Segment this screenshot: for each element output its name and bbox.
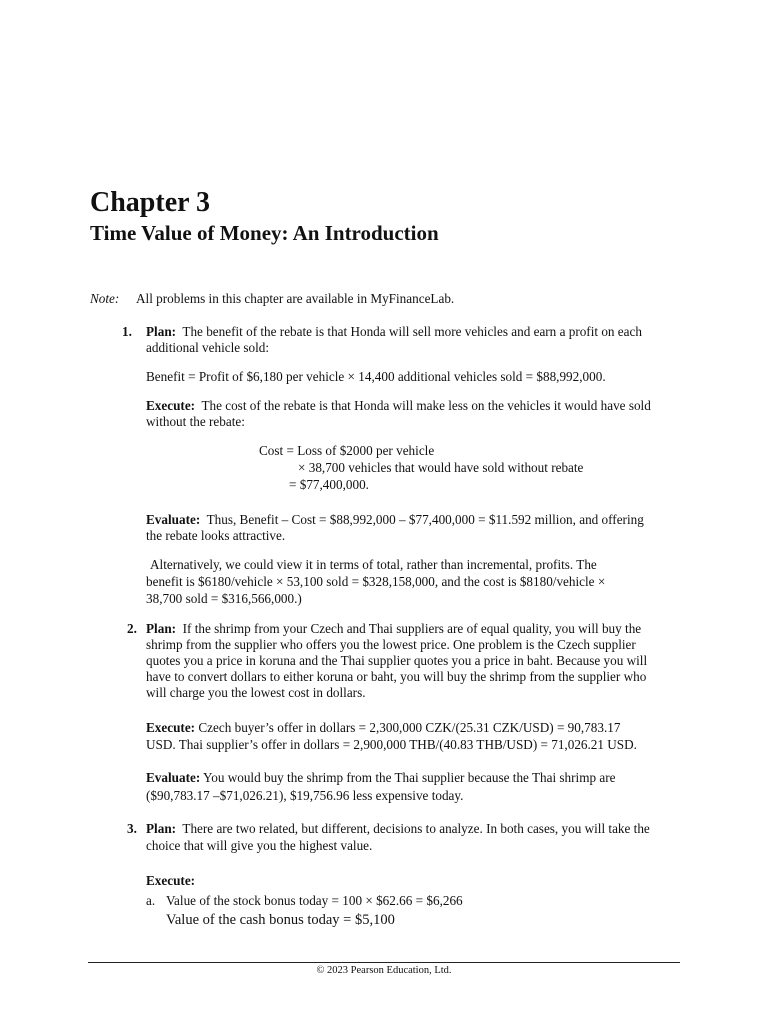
- problem-2-plan-line2: shrimp from the supplier who offers you the lowest price. One problem is the Czech supplier: [146, 637, 636, 652]
- problem-1-alternative-line1: Alternatively, we could view it in terms of total, rather than incremental, profits. The: [150, 557, 597, 572]
- evaluate-label: Evaluate:: [146, 512, 201, 527]
- problem-1-alternative-line2: benefit is $6180/vehicle × 53,100 sold = $328,158,000, and the cost is $8180/vehicle ×: [146, 574, 606, 589]
- problem-3-plan-line2: choice that will give you the highest value.: [146, 838, 373, 853]
- problem-2-evaluate: Evaluate: You would buy the shrimp from the Thai supplier because the Thai shrimp are: [146, 770, 616, 785]
- problem-3-a-label: a.: [146, 893, 156, 908]
- problem-2-execute-line2: USD. Thai supplier’s offer in dollars = 2,900,000 THB/(40.83 THB/USD) = 71,026.21 USD.: [146, 737, 637, 752]
- problem-3-number: 3.: [127, 821, 137, 836]
- plan-label: Plan:: [146, 621, 177, 636]
- problem-1-plan: Plan: The benefit of the rebate is that Honda will sell more vehicles and earn a profit on each: [146, 324, 642, 339]
- plan-label: Plan:: [146, 821, 177, 836]
- problem-2-number: 2.: [127, 621, 137, 636]
- evaluate-label: Evaluate:: [146, 770, 201, 785]
- problem-2-execute: Execute: Czech buyer’s offer in dollars = 2,300,000 CZK/(25.31 CZK/USD) = 90,783.17: [146, 720, 621, 735]
- problem-1-evaluate: Evaluate: Thus, Benefit – Cost = $88,992,000 – $77,400,000 = $11.592 million, and offering: [146, 512, 644, 527]
- problem-1-cost-line2: × 38,700 vehicles that would have sold without rebate: [298, 460, 584, 475]
- problem-1-number: 1.: [122, 324, 132, 339]
- problem-2-plan-line4: have to convert dollars to either koruna or baht, you will buy the shrimp from the supplier who: [146, 669, 647, 684]
- problem-3-execute-label: Execute:: [146, 873, 196, 888]
- problem-3-a-line1: Value of the stock bonus today = 100 × $62.66 = $6,266: [166, 893, 463, 908]
- problem-2-plan-line3: quotes you a price in koruna and the Thai supplier quotes you a price in baht. Because you will: [146, 653, 648, 668]
- execute-label: Execute:: [146, 398, 196, 413]
- chapter-title: Chapter 3: [90, 187, 211, 218]
- footer-rule: [88, 962, 680, 963]
- problem-1-execute-line2: without the rebate:: [146, 414, 245, 429]
- note-label: Note:: [90, 291, 120, 306]
- problem-2-evaluate-line2: ($90,783.17 –$71,026.21), $19,756.96 less expensive today.: [146, 788, 464, 803]
- problem-2-plan: Plan: If the shrimp from your Czech and Thai suppliers are of equal quality, you will buy the: [146, 621, 642, 636]
- plan-label: Plan:: [146, 324, 177, 339]
- problem-1-cost-line1: Cost = Loss of $2000 per vehicle: [259, 443, 435, 458]
- problem-1-alternative-line3: 38,700 sold = $316,566,000.): [146, 591, 302, 606]
- problem-3-a-line2: Value of the cash bonus today = $5,100: [166, 912, 395, 928]
- problem-1-plan-line2: additional vehicle sold:: [146, 340, 270, 355]
- problem-1-cost-line3: = $77,400,000.: [289, 477, 369, 492]
- chapter-subtitle: Time Value of Money: An Introduction: [90, 221, 439, 245]
- problem-2-plan-line5: will charge you the lowest cost in dollars.: [146, 685, 366, 700]
- execute-label: Execute:: [146, 720, 196, 735]
- problem-1-evaluate-line2: the rebate looks attractive.: [146, 528, 286, 543]
- problem-1-execute: Execute: The cost of the rebate is that Honda will make less on the vehicles it would have sold: [146, 398, 651, 413]
- problem-1-benefit: Benefit = Profit of $6,180 per vehicle × 14,400 additional vehicles sold = $88,992,000.: [146, 369, 606, 384]
- problem-3-plan: Plan: There are two related, but different, decisions to analyze. In both cases, you will take the: [146, 821, 650, 836]
- note-text: All problems in this chapter are available in MyFinanceLab.: [136, 291, 455, 306]
- footer-copyright: © 2023 Pearson Education, Ltd.: [316, 965, 452, 976]
